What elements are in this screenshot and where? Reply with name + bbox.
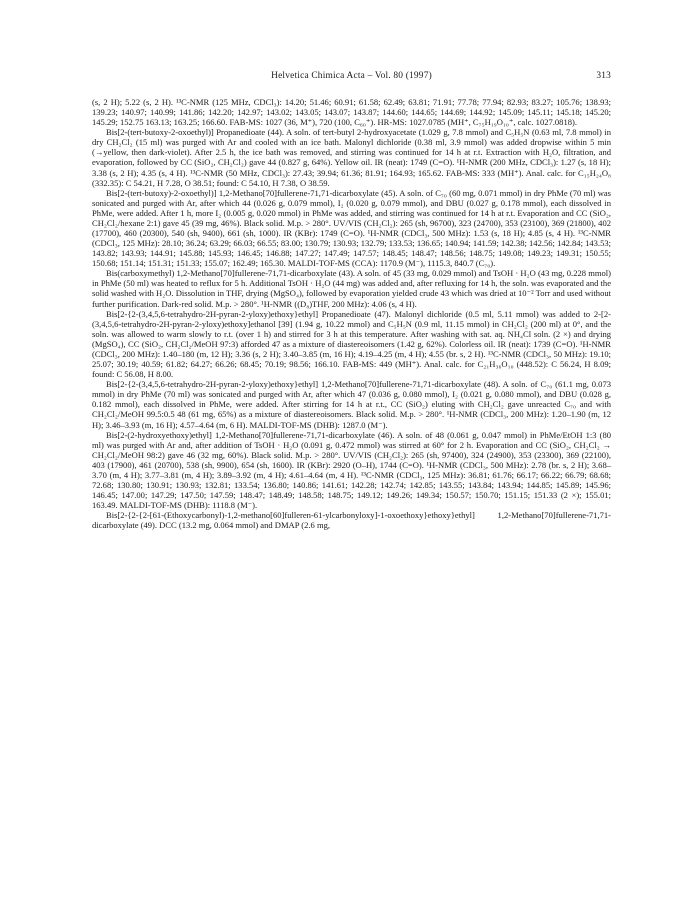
paragraph-nmr-continuation: (s, 2 H); 5.22 (s, 2 H). ¹³C-NMR (125 MHz, CDCl₃): 14.20; 51.46; 60.91; 61.58; 62.49; 63.81; 71.91; 77.78; 77.94; 82.93; 83.27; 105.76; 138.93; 139.23; 140.97; 140.99; 141.86; 142.20; 142.97; 143.02; 143.05; 143.07; 143.87; 144.60; 144.65; 144.69; 144.92; 145.09; 145.11; 145.18; 145.20; 145.29; 152.75 163.13; 163.25; 166.60. FAB-MS: 1027 (36, M⁺), 720 (100, C₆₀⁺). HR-MS: 1027.0785 (MH⁺, C₇₅H₁₉O₁₀⁺, calc. 1027.0818). <box>92 97 611 128</box>
paragraph-compound-48: Bis[2-{2-(3,4,5,6-tetrahydro-2H-pyran-2-yloxy)ethoxy}ethyl] 1,2-Methano[70]fullerene-71,71-dicarboxylate (48). A soln. of C₇₀ (61.1 mg, 0.073 mmol) in dry PhMe (70 ml) was sonicated and purged with Ar, after which 47 (0.036 g, 0.080 mmol), I₂ (0.021 g, 0.080 mmol), and DBU (0.028 g, 0.182 mmol), each dissolved in PhMe, were added. After stirring for 14 h at r.t., CC (SiO₂) eluting with CH₂Cl₂ gave unreacted C₇₀ and with CH₂Cl₂/MeOH 99.5:0.5 48 (61 mg, 65%) as a mixture of diastereoisomers. Black solid. M.p. > 280°. ¹H-NMR (CDCl₃, 200 MHz): 1.20–1.90 (m, 12 H); 3.46–3.93 (m, 16 H); 4.57–4.64 (m, 6 H). MALDI-TOF-MS (DHB): 1287.0 (M⁻). <box>92 379 611 430</box>
paragraph-compound-49: Bis[2-{2-{2-[61-(Ethoxycarbonyl)-1,2-methano[60]fulleren-61-ylcarbonyloxy]-1-oxoethoxy}ethoxy}ethyl] 1,2-Methano[70]fullerene-71,71-dicarboxylate (49). DCC (13.2 mg, 0.064 mmol) and DMAP (2.6 mg, <box>92 510 611 531</box>
journal-title: Helvetica Chimica Acta – Vol. 80 (1997) <box>271 71 432 81</box>
paragraph-compound-43: Bis(carboxymethyl) 1,2-Methano[70]fullerene-71,71-dicarboxylate (43). A soln. of 45 (33 mg, 0.029 mmol) and TsOH · H₂O (43 mg, 0.228 mmol) in PhMe (50 ml) was heated to reflux for 5 h. Additional TsOH · H₂O (44 mg) was added and, after refluxing for 14 h, the soln. was evaporated and the solid washed with H₂O. Dissolution in THF, drying (MgSO₄), followed by evaporation yielded crude 43 which was dried at 10⁻² Torr and used without further purification. Dark-red solid. M.p. > 280°. ¹H-NMR ((D₈)THF, 200 MHz): 4.06 (s, 4 H). <box>92 268 611 309</box>
paragraph-compound-44: Bis[2-(tert-butoxy-2-oxoethyl)] Propanedioate (44). A soln. of tert-butyl 2-hydroxyacetate (1.029 g, 7.8 mmol) and C₅H₅N (0.63 ml, 7.8 mmol) in dry CH₂Cl₂ (15 ml) was purged with Ar and cooled with an ice bath. Malonyl dichloride (0.38 ml, 3.9 mmol) was added dropwise within 5 min (→yellow, then dark-violet). After 2.5 h, the ice bath was removed, and stirring was continued for 14 h at r.t. Extraction with H₂O, filtration, and evaporation, followed by CC (SiO₂, CH₂Cl₂) gave 44 (0.827 g, 64%). Yellow oil. IR (neat): 1749 (C=O). ¹H-NMR (200 MHz, CDCl₃): 1.27 (s, 18 H); 3.38 (s, 2 H); 4.35 (s, 4 H). ¹³C-NMR (50 MHz, CDCl₃): 27.43; 39.94; 61.36; 81.91; 164.93; 165.62. FAB-MS: 333 (MH⁺). Anal. calc. for C₁₅H₂₄O₈ (332.35): C 54.21, H 7.28, O 38.51; found: C 54.10, H 7.38, O 38.59. <box>92 127 611 188</box>
paragraph-compound-47: Bis[2-{2-(3,4,5,6-tetrahydro-2H-pyran-2-yloxy)ethoxy}ethyl] Propanedioate (47). Malonyl dichloride (0.5 ml, 5.11 mmol) was added to 2-[2-(3,4,5,6-tetrahydro-2H-pyran-2-yloxy)ethoxy]ethanol [39] (1.94 g, 10.22 mmol) and C₅H₅N (0.9 ml, 11.15 mmol) in CH₂Cl₂ (200 ml) at 0°, and the soln. was allowed to warm slowly to r.t. (over 1 h) and stirred for 3 h at this temperature. After washing with sat. aq. NH₄Cl soln. (2 ×) and drying (MgSO₄), CC (SiO₂, CH₂Cl₂/MeOH 97:3) afforded 47 as a mixture of diastereoisomers (1.42 g, 62%). Colorless oil. IR (neat): 1739 (C=O). ¹H-NMR (CDCl₃, 200 MHz): 1.40–180 (m, 12 H); 3.36 (s, 2 H); 3.40–3.85 (m, 16 H); 4.19–4.25 (m, 4 H); 4.55 (br. s, 2 H). ¹³C-NMR (CDCl₃, 50 MHz): 19.10; 25.07; 30.19; 40.59; 61.82; 64.27; 66.26; 68.45; 70.19; 98.56; 166.10. FAB-MS: 449 (MH⁺). Anal. calc. for C₂₁H₃₆O₁₀ (448.52): C 56.24, H 8.09; found: C 56.08, H 8.00. <box>92 308 611 380</box>
page-number: 313 <box>596 71 611 81</box>
paragraph-compound-46: Bis[2-(2-hydroxyethoxy)ethyl] 1,2-Methano[70]fullerene-71,71-dicarboxylate (46). A soln. of 48 (0.061 g, 0.047 mmol) in PhMe/EtOH 1:3 (80 ml) was purged with Ar and, after addition of TsOH · H₂O (0.091 g, 0.472 mmol) was stirred at 60° for 2 h. Evaporation and CC (SiO₂, CH₂Cl₂ → CH₂Cl₂/MeOH 98:2) gave 46 (32 mg, 60%). Black solid. M.p. > 280°. UV/VIS (CH₂Cl₂): 265 (sh, 97400), 324 (24900), 353 (23300), 369 (22100), 403 (17900), 461 (20700), 538 (sh, 9900), 654 (sh, 1600). IR (KBr): 2920 (O–H), 1744 (C=O). ¹H-NMR (CDCl₃, 500 MHz): 2.78 (br. s, 2 H); 3.68–3.70 (m, 4 H); 3.77–3.81 (m, 4 H); 3.89–3.92 (m, 4 H); 4.61–4.64 (m, 4 H). ¹³C-NMR (CDCl₃, 125 MHz): 36.81; 61.76; 66.17; 66.22; 66.79; 68.68; 72.68; 130.80; 130.91; 130.93; 132.81; 133.54; 136.80; 140.86; 141.61; 142.28; 142.74; 142.85; 143.55; 143.84; 143.94; 144.85; 145.89; 145.96; 146.45; 147.00; 147.29; 147.50; 147.59; 148.47; 148.49; 148.58; 148.75; 149.12; 149.26; 149.34; 150.57; 150.70; 151.15; 151.33 (2 ×); 155.01; 163.49. MALDI-TOF-MS (DHB): 1118.8 (M⁻). <box>92 429 611 511</box>
running-header <box>92 71 611 85</box>
paragraph-compound-45: Bis[2-(tert-butoxy)-2-oxoethyl)] 1,2-Methano[70]fullerene-71,71-dicarboxylate (45). A soln. of C₇₀ (60 mg, 0.071 mmol) in dry PhMe (70 ml) was sonicated and purged with Ar, after which 44 (0.026 g, 0.079 mmol), I₂ (0.020 g, 0.079 mmol), and DBU (0.027 g, 0.178 mmol), each dissolved in PhMe, were added. After 1 h, more I₂ (0.005 g, 0.020 mmol) in PhMe was added, and stirring was continued for 14 h at r.t. Evaporation and CC (SiO₂, CH₂Cl₂/hexane 2:1) gave 45 (39 mg, 46%). Black solid. M.p. > 280°. UV/VIS (CH₂Cl₂): 265 (sh, 96700), 323 (24700), 353 (23100), 369 (21800), 402 (17700), 460 (20300), 540 (sh, 9400), 661 (sh, 1000). IR (KBr): 1749 (C=O). ¹H-NMR (CDCl₃, 500 MHz): 1.53 (s, 18 H); 4.85 (s, 4 H). ¹³C-NMR (CDCl₃, 125 MHz): 28.10; 36.24; 63.29; 66.03; 66.55; 83.00; 130.79; 130.93; 132.79; 133.53; 136.65; 140.94; 141.59; 142.38; 142.56; 142.84; 143.53; 143.82; 143.93; 144.91; 145.88; 145.93; 146.45; 146.88; 147.27; 147.49; 147.57; 148.45; 148.47; 148.56; 148.75; 149.08; 149.23; 149.31; 150.55; 150.68; 151.14; 151.31; 151.33; 155.07; 162.49; 165.30. MALDI-TOF-MS (CCA): 1170.9 (M⁻), 1115.3, 840.7 (C₇₀). <box>92 187 611 269</box>
experimental-text <box>92 97 611 530</box>
